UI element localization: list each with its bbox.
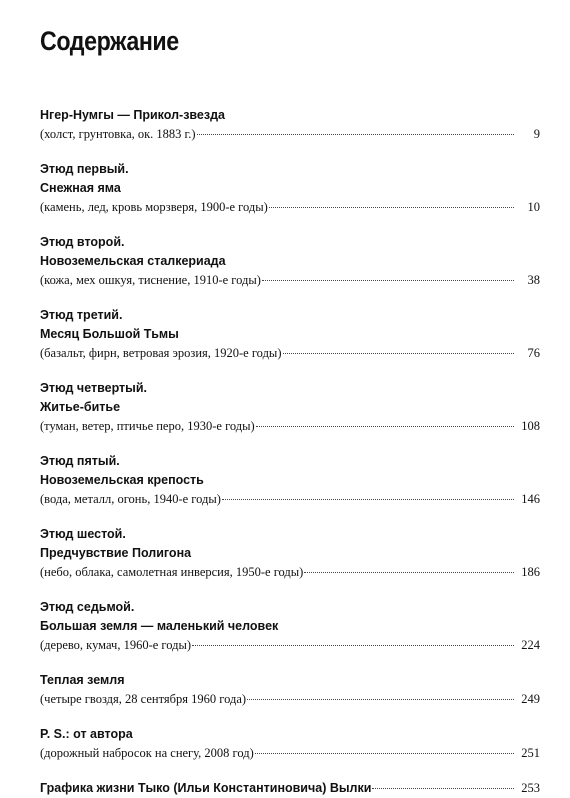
- page-number: 186: [521, 565, 540, 579]
- entry-subtitle: Этюд пятый.: [40, 454, 120, 468]
- entry-title: P. S.: от автора: [40, 727, 133, 741]
- dot-leader: [283, 353, 515, 354]
- dot-leader: [192, 645, 514, 646]
- entry-title: Теплая земля: [40, 673, 125, 687]
- toc-entry[interactable]: [40, 525, 540, 582]
- page-number: 10: [527, 200, 540, 214]
- entry-subtitle: Этюд шестой.: [40, 527, 126, 541]
- entry-description-line: [40, 490, 540, 509]
- entry-description-line: [40, 690, 540, 709]
- entry-description-line: [40, 198, 540, 217]
- dot-leader: [255, 753, 514, 754]
- entry-description: (дорожный набросок на снегу, 2008 год): [40, 746, 254, 760]
- entry-title: Новоземельская крепость: [40, 473, 204, 487]
- page-number: 253: [521, 781, 540, 795]
- entry-description-line: [40, 636, 540, 655]
- entry-description: (камень, лед, кровь морзверя, 1900-е годы): [40, 200, 268, 214]
- page-number: 9: [533, 127, 540, 141]
- table-of-contents: [40, 106, 540, 798]
- entry-description-line: [40, 271, 540, 290]
- toc-entry[interactable]: [40, 233, 540, 290]
- dot-leader: [304, 572, 514, 573]
- toc-entry[interactable]: [40, 106, 540, 144]
- toc-entry[interactable]: [40, 725, 540, 763]
- dot-leader: [247, 699, 514, 700]
- entry-description: (дерево, кумач, 1960-е годы): [40, 638, 192, 652]
- entry-description-line: [40, 779, 540, 798]
- entry-description: (кожа, мех ошкуя, тиснение, 1910-е годы): [40, 273, 261, 287]
- page-number: 38: [527, 273, 540, 287]
- dot-leader: [269, 207, 514, 208]
- toc-entry[interactable]: [40, 779, 540, 798]
- entry-subtitle: Этюд седьмой.: [40, 600, 135, 614]
- dot-leader: [197, 134, 514, 135]
- entry-subtitle: Этюд первый.: [40, 162, 129, 176]
- dot-leader: [262, 280, 514, 281]
- toc-page: [40, 0, 540, 795]
- entry-description: (четыре гвоздя, 28 сентября 1960 года): [40, 692, 247, 706]
- entry-description: (небо, облака, самолетная инверсия, 1950-е годы): [40, 565, 304, 579]
- entry-title: Большая земля — маленький человек: [40, 619, 279, 633]
- entry-description-line: [40, 417, 540, 436]
- dot-leader: [372, 788, 514, 789]
- entry-title: Нгер-Нумгы — Прикол-звезда: [40, 108, 225, 122]
- dot-leader: [222, 499, 514, 500]
- entry-description-line: [40, 744, 540, 763]
- entry-subtitle: Этюд третий.: [40, 308, 123, 322]
- entry-description: (туман, ветер, птичье перо, 1930-е годы): [40, 419, 255, 433]
- toc-entry[interactable]: [40, 452, 540, 509]
- entry-description-line: [40, 344, 540, 363]
- entry-description-line: [40, 125, 540, 144]
- entry-title: Житье-битье: [40, 400, 121, 414]
- toc-entry[interactable]: [40, 306, 540, 363]
- entry-title: Предчувствие Полигона: [40, 546, 192, 560]
- entry-description-line: [40, 563, 540, 582]
- entry-description: (базальт, фирн, ветровая эрозия, 1920-е годы): [40, 346, 282, 360]
- entry-description: (холст, грунтовка, ок. 1883 г.): [40, 127, 196, 141]
- dot-leader: [256, 426, 514, 427]
- page-number: 146: [521, 492, 540, 506]
- entry-description: (вода, металл, огонь, 1940-е годы): [40, 492, 221, 506]
- page-title: Содержание: [40, 26, 179, 56]
- entry-title: Снежная яма: [40, 181, 121, 195]
- page-number: 251: [521, 746, 540, 760]
- entry-title: Новоземельская сталкериада: [40, 254, 226, 268]
- page-number: 224: [521, 638, 540, 652]
- toc-entry[interactable]: [40, 160, 540, 217]
- page-number: 108: [521, 419, 540, 433]
- entry-subtitle: Этюд второй.: [40, 235, 125, 249]
- page-number: 76: [527, 346, 540, 360]
- entry-subtitle: Этюд четвертый.: [40, 381, 147, 395]
- page-number: 249: [521, 692, 540, 706]
- toc-entry[interactable]: [40, 671, 540, 709]
- toc-entry[interactable]: [40, 598, 540, 655]
- entry-title: Графика жизни Тыко (Ильи Константиновича) Вылки: [40, 781, 372, 795]
- entry-title: Месяц Большой Тьмы: [40, 327, 179, 341]
- toc-entry[interactable]: [40, 379, 540, 436]
